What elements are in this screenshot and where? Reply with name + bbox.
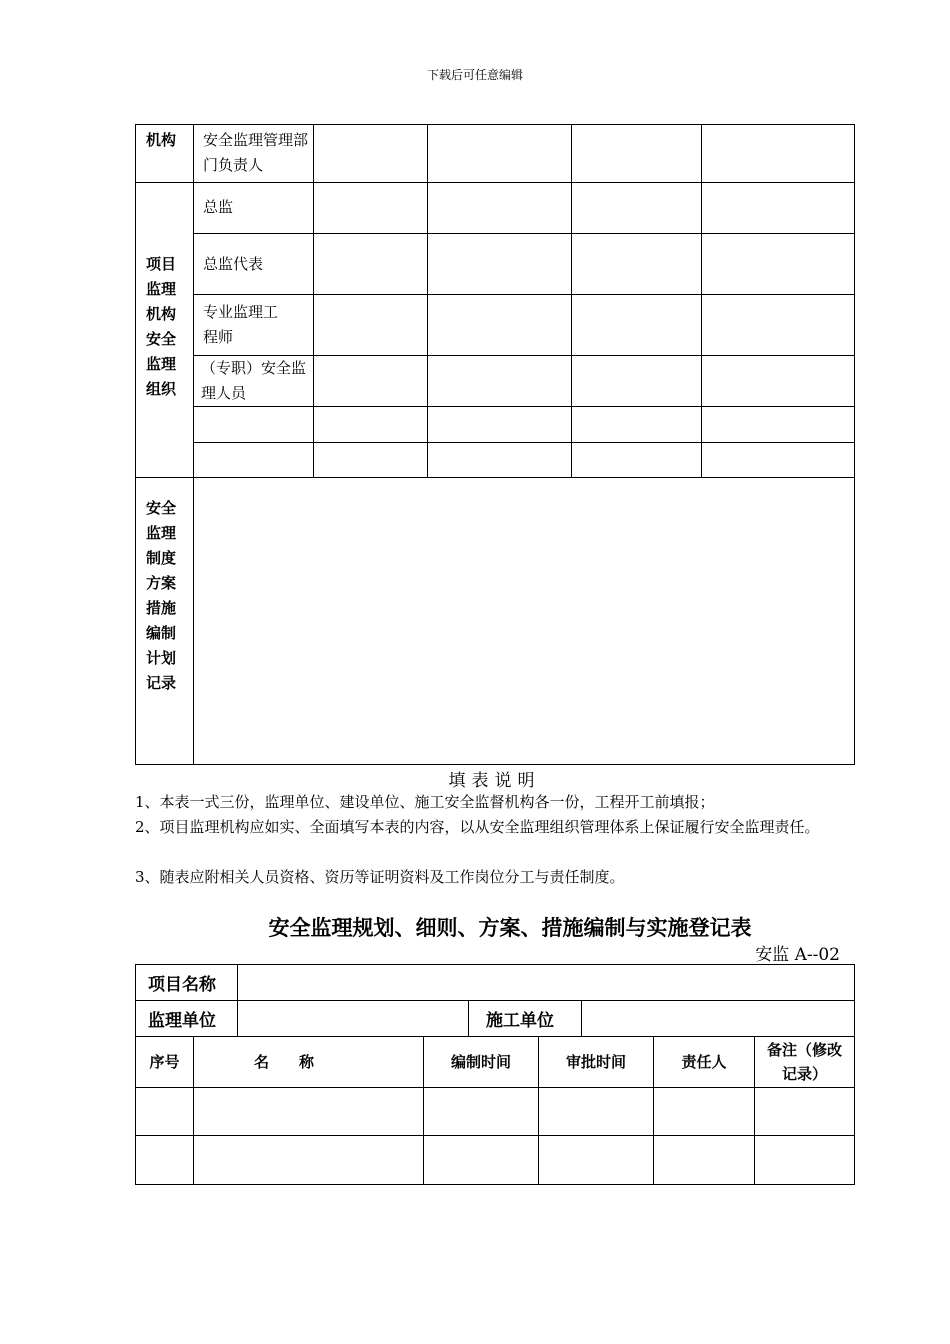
table-cell[interactable] <box>572 183 702 234</box>
table-cell[interactable] <box>314 125 428 183</box>
table-cell[interactable] <box>702 356 855 407</box>
organization-table <box>135 124 855 765</box>
table-cell[interactable] <box>194 1088 424 1136</box>
role-cell <box>194 356 314 407</box>
table-cell[interactable] <box>428 183 572 234</box>
register-table <box>135 1036 855 1185</box>
column-header-responsible: 责任人 <box>654 1037 755 1088</box>
project-name-field[interactable] <box>238 965 855 1001</box>
column-header-name: 名 称 <box>194 1037 424 1088</box>
table-cell[interactable] <box>424 1088 539 1136</box>
table-cell[interactable] <box>702 183 855 234</box>
table-cell[interactable] <box>702 407 855 443</box>
role-cell: 总监 <box>194 183 314 234</box>
table-cell[interactable] <box>428 356 572 407</box>
table-cell[interactable] <box>539 1136 654 1185</box>
table-cell[interactable] <box>314 443 428 478</box>
table-cell[interactable] <box>136 1088 194 1136</box>
table-cell[interactable] <box>702 443 855 478</box>
table-cell[interactable] <box>194 407 314 443</box>
role-text: （专职）安全监理人员 <box>201 359 307 402</box>
page-header-note: 下载后可任意编辑 <box>426 68 523 82</box>
notes-title: 填表说明 <box>448 771 541 791</box>
note-item: 2、项目监理机构应如实、全面填写本表的内容，以从安全监理组织管理体系上保证履行安全监理责任。 <box>135 818 820 836</box>
table-cell[interactable] <box>572 407 702 443</box>
table-cell[interactable] <box>194 443 314 478</box>
table-cell[interactable] <box>572 356 702 407</box>
construction-unit-label: 施工单位 <box>469 1001 582 1037</box>
table-cell[interactable] <box>702 125 855 183</box>
note-item: 3、随表应附相关人员资格、资历等证明资料及工作岗位分工与责任制度。 <box>135 868 625 886</box>
construction-unit-field[interactable] <box>582 1001 855 1037</box>
table-cell[interactable] <box>428 443 572 478</box>
note-item: 1、本表一式三份，监理单位、建设单位、施工安全监督机构各一份，工程开工前填报； <box>135 793 715 811</box>
project-info-table <box>135 964 855 1037</box>
table-cell[interactable] <box>572 234 702 295</box>
records-content-cell[interactable] <box>194 478 855 765</box>
table-cell[interactable] <box>428 234 572 295</box>
project-group-label: 项目监理机构安全监理组织 <box>146 255 177 398</box>
table-cell[interactable] <box>755 1136 855 1185</box>
table-cell[interactable] <box>572 443 702 478</box>
table-cell[interactable] <box>136 1136 194 1185</box>
org-role-cell: 安全监理管理部门负责人 <box>194 125 314 183</box>
column-header-approval-date: 审批时间 <box>539 1037 654 1088</box>
table-row <box>136 1136 855 1185</box>
table-cell[interactable] <box>428 125 572 183</box>
table-cell[interactable] <box>314 407 428 443</box>
table-cell[interactable] <box>428 295 572 356</box>
table-cell[interactable] <box>314 356 428 407</box>
form-title: 安全监理规划、细则、方案、措施编制与实施登记表 <box>268 915 752 940</box>
table-cell[interactable] <box>755 1088 855 1136</box>
supervision-unit-label: 监理单位 <box>136 1001 238 1037</box>
records-label-cell <box>136 478 194 765</box>
role-cell: 总监代表 <box>194 234 314 295</box>
org-label-cell: 机构 <box>136 125 194 183</box>
table-cell[interactable] <box>194 1136 424 1185</box>
table-cell[interactable] <box>424 1136 539 1185</box>
table-row <box>136 1088 855 1136</box>
project-group-label-cell <box>136 183 194 478</box>
table-cell[interactable] <box>702 295 855 356</box>
role-cell <box>194 295 314 356</box>
role-text: 专业监理工程师 <box>203 303 279 346</box>
column-header-compile-date: 编制时间 <box>424 1037 539 1088</box>
table-cell[interactable] <box>539 1088 654 1136</box>
table-cell[interactable] <box>314 295 428 356</box>
project-name-label: 项目名称 <box>136 965 238 1001</box>
table-cell[interactable] <box>572 295 702 356</box>
form-code: 安监 A--02 <box>755 945 840 965</box>
column-header-no: 序号 <box>136 1037 194 1088</box>
table-cell[interactable] <box>428 407 572 443</box>
table-cell[interactable] <box>702 234 855 295</box>
table-cell[interactable] <box>314 234 428 295</box>
table-cell[interactable] <box>572 125 702 183</box>
table-cell[interactable] <box>654 1088 755 1136</box>
column-header-remarks: 备注（修改记录） <box>755 1037 855 1088</box>
supervision-unit-field[interactable] <box>238 1001 469 1037</box>
records-label: 安全监理制度方案措施编制计划记录 <box>146 499 177 692</box>
table-cell[interactable] <box>654 1136 755 1185</box>
table-cell[interactable] <box>314 183 428 234</box>
